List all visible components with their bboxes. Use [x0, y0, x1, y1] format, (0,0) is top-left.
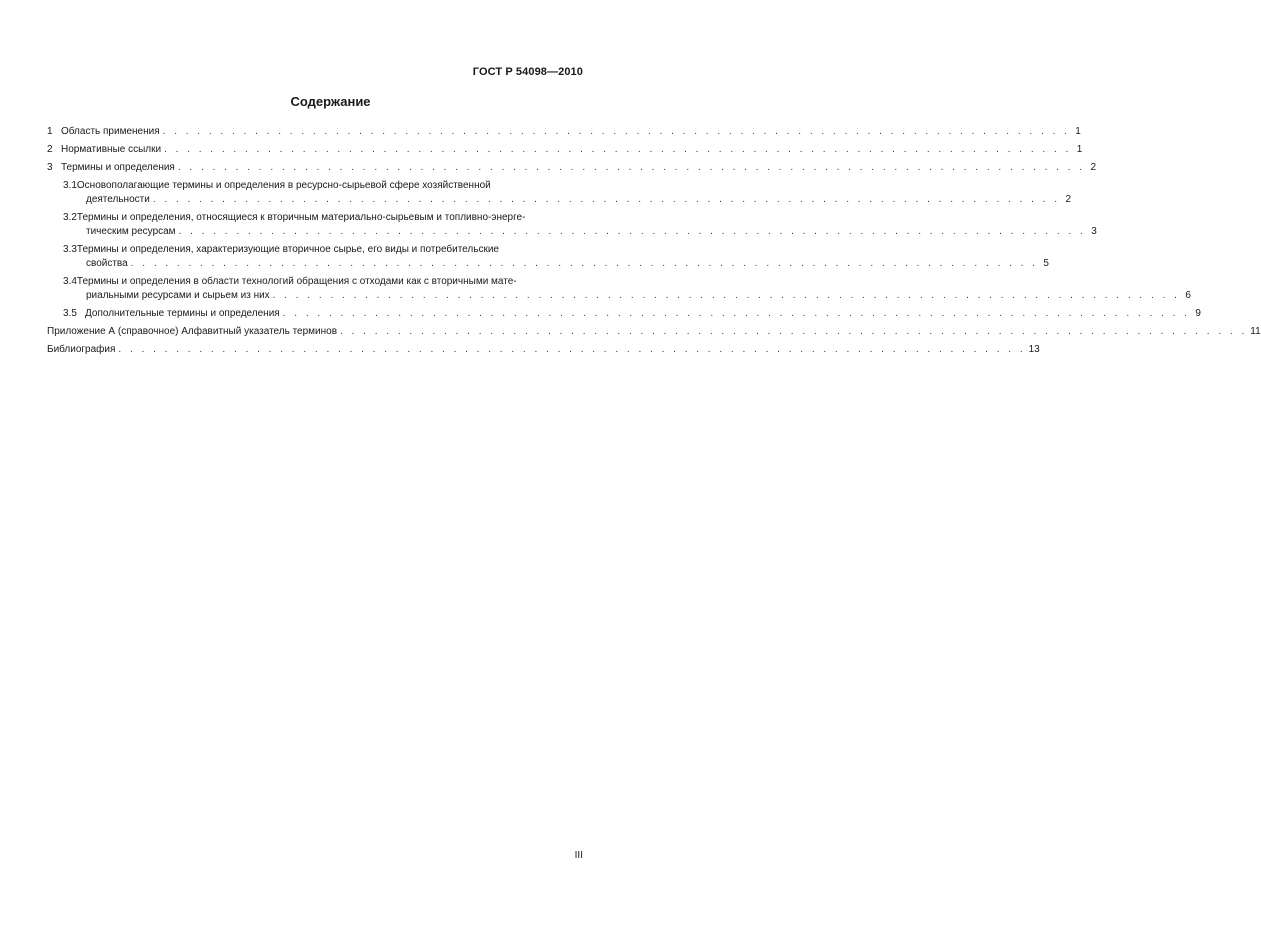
toc-entry-text: Библиография: [47, 344, 116, 355]
toc-leader-dots: . . . . . . . . . . . . . . . . . . . . . . . . . . . . . . . . . . . . . . . . . . . . . . . . . . . . . . . . . . . . . . . . . . . . . . . . . . . . . . .: [162, 126, 1070, 137]
toc-entry-text-line1: Термины и определения в области технологий обращения с отходами как с вторичными мате-: [76, 276, 517, 287]
toc-entry[interactable]: [47, 211, 1097, 239]
toc-leader-dots: . . . . . . . . . . . . . . . . . . . . . . . . . . . . . . . . . . . . . . . . . . . . . . . . . . . . . . . . . . . . . . . . . . . . . . . . . . . . . . .: [272, 290, 1180, 301]
toc-entry-text-line2: тическим ресурсам: [86, 226, 176, 237]
toc-entry-text-line2: свойства: [86, 258, 128, 269]
toc-entry-number: 3.4: [63, 276, 77, 287]
toc-title: Содержание: [290, 94, 371, 109]
page-number: III: [574, 850, 583, 861]
toc-entry-text: Приложение А (справочное) Алфавитный указатель терминов: [47, 326, 338, 337]
toc-entry-text-line1: Термины и определения, характеризующие вторичное сырье, его виды и потребительские: [76, 244, 499, 255]
toc-entry-appendix[interactable]: [47, 325, 1261, 339]
toc-entry-page: 9: [1195, 308, 1201, 319]
toc-entry-page: 6: [1185, 290, 1191, 301]
toc-leader-dots: . . . . . . . . . . . . . . . . . . . . . . . . . . . . . . . . . . . . . . . . . . . . . . . . . . . . . . . . . . . . . . . . . . . . . . . . . . . . . . .: [118, 344, 1026, 355]
toc-leader-dots: . . . . . . . . . . . . . . . . . . . . . . . . . . . . . . . . . . . . . . . . . . . . . . . . . . . . . . . . . . . . . . . . . . . . . . . . . . . . . . .: [164, 144, 1072, 155]
toc-entry-text-line1: Термины и определения, относящиеся к вторичным материально-сырьевым и топливно-энерге-: [76, 212, 526, 223]
toc-entry[interactable]: [47, 307, 1201, 321]
table-of-contents: [47, 125, 1261, 361]
toc-leader-dots: . . . . . . . . . . . . . . . . . . . . . . . . . . . . . . . . . . . . . . . . . . . . . . . . . . . . . . . . . . . . . . . . . . . . . . . . . . . . . . .: [130, 258, 1038, 269]
toc-entry[interactable]: [47, 179, 1072, 207]
toc-entry-number: 3.1: [63, 180, 77, 191]
toc-entry-number: 3.3: [63, 244, 77, 255]
toc-entry-number: 3.2: [63, 212, 77, 223]
toc-entry-text-line2: деятельности: [86, 194, 150, 205]
toc-leader-dots: . . . . . . . . . . . . . . . . . . . . . . . . . . . . . . . . . . . . . . . . . . . . . . . . . . . . . . . . . . . . . . . . . . . . . . . . . . . . . . .: [152, 194, 1061, 205]
toc-entry[interactable]: [47, 143, 1083, 157]
toc-entry-page: 11: [1250, 326, 1261, 337]
toc-leader-dots: . . . . . . . . . . . . . . . . . . . . . . . . . . . . . . . . . . . . . . . . . . . . . . . . . . . . . . . . . . . . . . . . . . . . . . . . . . . . . . .: [178, 226, 1086, 237]
toc-entry-page: 2: [1090, 162, 1097, 173]
toc-leader-dots: . . . . . . . . . . . . . . . . . . . . . . . . . . . . . . . . . . . . . . . . . . . . . . . . . . . . . . . . . . . . . . . . . . . . . . . . . . . . . . .: [177, 162, 1086, 173]
toc-entry[interactable]: [47, 161, 1097, 175]
toc-entry-text: Термины и определения: [61, 162, 175, 173]
toc-entry-text: Область применения: [61, 126, 160, 137]
toc-entry[interactable]: [47, 275, 1191, 303]
toc-entry-number: 1: [47, 126, 53, 137]
toc-entry-text-line2: риальными ресурсами и сырьем из них: [86, 290, 270, 301]
toc-entry-page: 1: [1075, 126, 1081, 137]
toc-entry-page: 13: [1028, 344, 1040, 355]
toc-entry-text: Нормативные ссылки: [61, 144, 162, 155]
toc-entry-bibliography[interactable]: [47, 343, 1040, 357]
toc-leader-dots: . . . . . . . . . . . . . . . . . . . . . . . . . . . . . . . . . . . . . . . . . . . . . . . . . . . . . . . . . . . . . . . . . . . . . . . . . . . . . . .: [340, 326, 1248, 337]
toc-entry[interactable]: [47, 243, 1049, 271]
toc-entry[interactable]: [47, 125, 1081, 139]
toc-entry-text: Дополнительные термины и определения: [85, 308, 280, 319]
toc-entry-page: 2: [1065, 194, 1072, 205]
toc-entry-page: 5: [1043, 258, 1049, 269]
toc-entry-page: 1: [1076, 144, 1083, 155]
toc-entry-number: 3: [47, 162, 53, 173]
toc-entry-text-line1: Основополагающие термины и определения в ресурсно-сырьевой сфере хозяйственной: [76, 180, 491, 191]
toc-entry-number: 2: [47, 144, 53, 155]
toc-entry-number: 3.5: [63, 308, 77, 319]
toc-entry-page: 3: [1091, 226, 1097, 237]
document-code: ГОСТ Р 54098—2010: [472, 66, 583, 78]
toc-leader-dots: . . . . . . . . . . . . . . . . . . . . . . . . . . . . . . . . . . . . . . . . . . . . . . . . . . . . . . . . . . . . . . . . . . . . . . . . . . . . . . .: [282, 308, 1190, 319]
